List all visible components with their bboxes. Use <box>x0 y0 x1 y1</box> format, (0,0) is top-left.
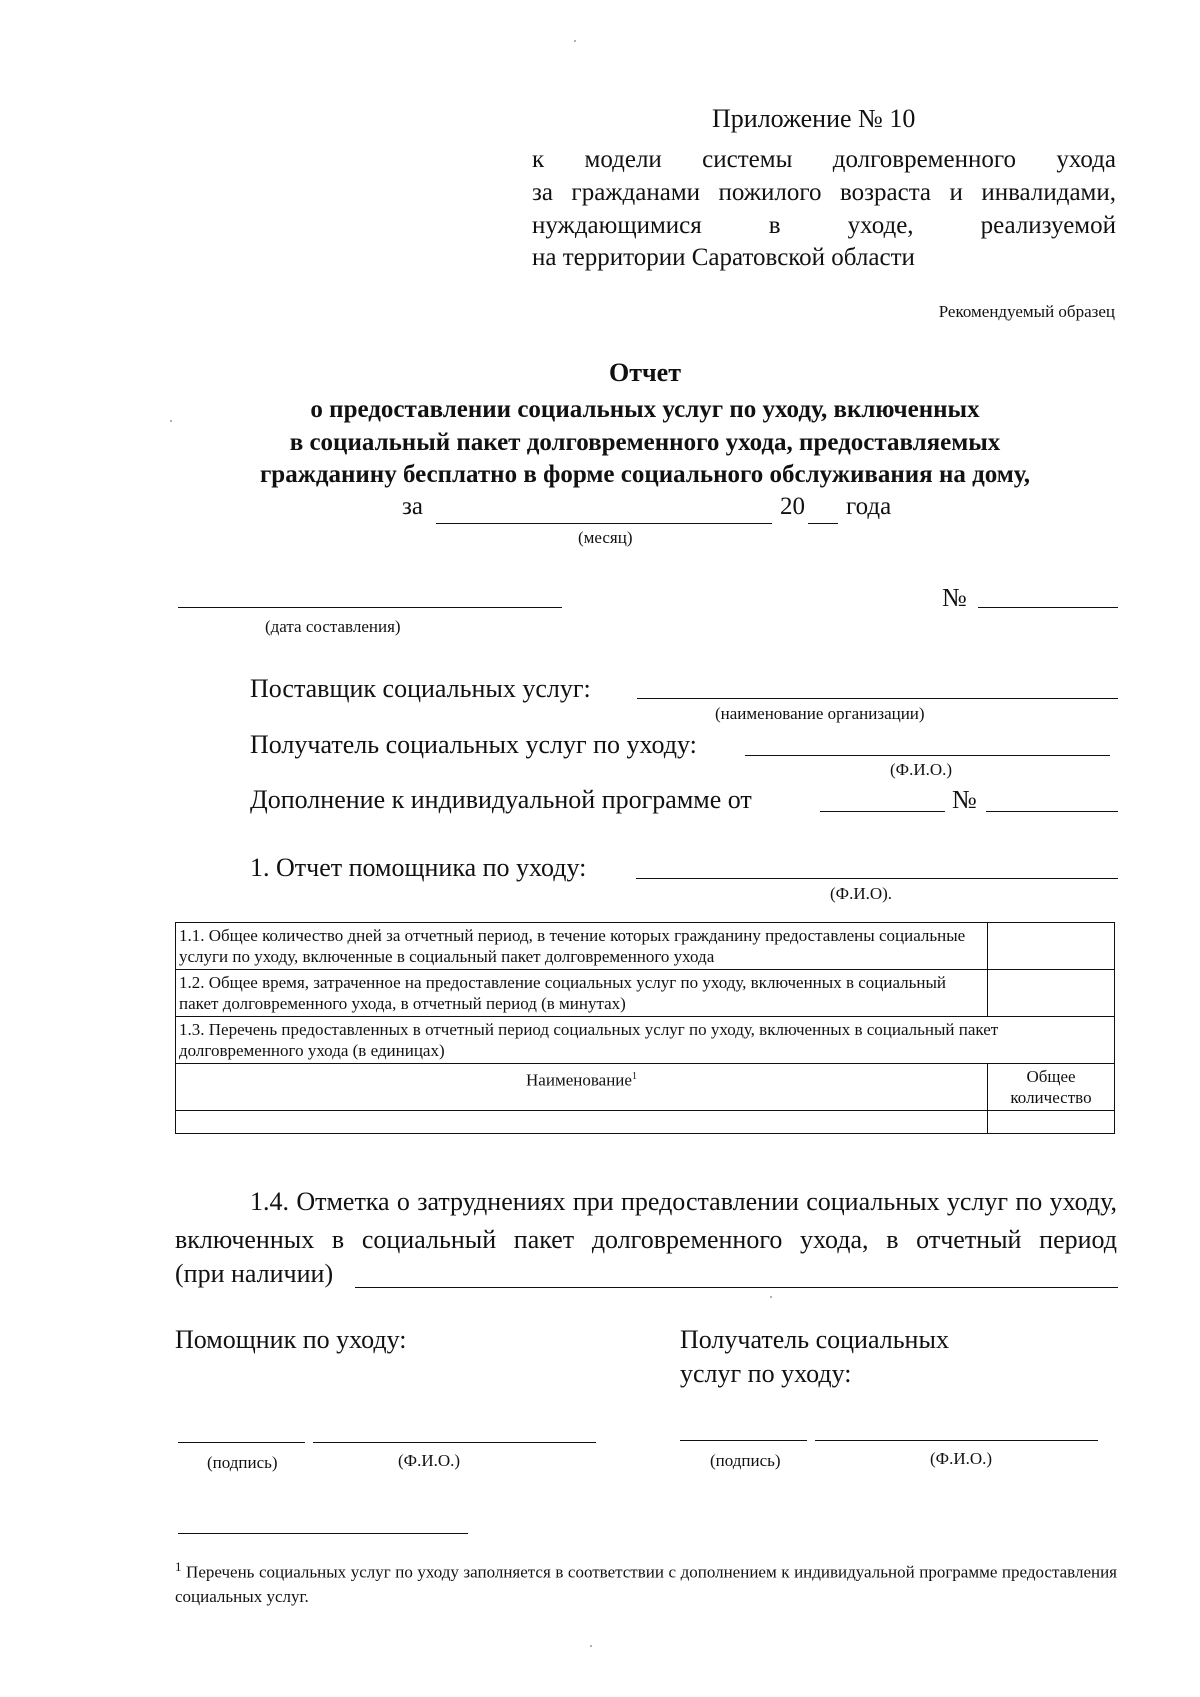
col-name-header-text: Наименование <box>526 1070 632 1090</box>
row-1-1-text: 1.1. Общее количество дней за отчетный период, в течение которых гражданину предоставлены социальные услуги по уходу, включенные в социальный пакет долговременного ухода <box>176 923 988 970</box>
report-title: Отчет <box>609 358 681 387</box>
footnote <box>175 1555 1117 1609</box>
recipient-fio-caption: (Ф.И.О.) <box>930 1449 993 1468</box>
period-prefix: за <box>402 493 423 520</box>
report-subtitle-line-1: о предоставлении социальных услуг по уходу, включенных <box>310 396 980 423</box>
report-subtitle-line-2: в социальный пакет долговременного ухода, предоставляемых <box>289 429 1001 456</box>
section14-text: 1.4. Отметка о затруднениях при предоставлении социальных услуг по уходу, включенных в социальный пакет долговременного ухода, в отчетный период <box>175 1187 1117 1254</box>
appendix-line-1: к модели системы долговременного ухода <box>532 146 1116 173</box>
footnote-mark: 1 <box>175 1559 182 1574</box>
addition-number-label: № <box>952 785 977 814</box>
service-total-cell[interactable] <box>988 1111 1115 1134</box>
addition-label: Дополнение к индивидуальной программе от <box>250 785 752 814</box>
date-caption: (дата составления) <box>265 617 401 636</box>
month-caption: (месяц) <box>578 528 633 547</box>
addition-number-field[interactable] <box>986 811 1118 812</box>
appendix-line-4: на территории Саратовской области <box>532 244 915 271</box>
addition-date-field[interactable] <box>820 811 945 812</box>
recipient-signature-label-1: Получатель социальных <box>680 1325 949 1354</box>
report-subtitle-line-3: гражданину бесплатно в форме социального обслуживания на дому, <box>259 461 1031 488</box>
assistant-signature-caption: (подпись) <box>207 1453 278 1472</box>
footnote-ref: 1 <box>631 1071 637 1082</box>
recipient-caption: (Ф.И.О.) <box>890 760 953 779</box>
table-header-row <box>176 1064 1115 1111</box>
row-1-2-text: 1.2. Общее время, затраченное на предоставление социальных услуг по уходу, включенных в социальный пакет долговременного ухода, в отчетный период (в минутах) <box>176 970 988 1017</box>
col-name-header <box>176 1064 988 1111</box>
row-1-3-text: 1.3. Перечень предоставленных в отчетный период социальных услуг по уходу, включенных в социальный пакет долговременного ухода (в единицах) <box>176 1017 1115 1064</box>
assistant-fio-caption: (Ф.И.О.) <box>398 1451 461 1470</box>
report-table <box>175 922 1115 1134</box>
provider-field[interactable] <box>637 698 1118 699</box>
recipient-signature-caption: (подпись) <box>710 1451 781 1470</box>
appendix-line-3: нуждающимися в уходе, реализуемой <box>532 212 1116 239</box>
col-total-header: Общее количество <box>988 1064 1115 1111</box>
section1-caption: (Ф.И.О). <box>830 884 893 903</box>
year-field[interactable] <box>808 523 838 524</box>
date-field[interactable] <box>178 607 562 608</box>
table-row <box>176 923 1115 970</box>
recipient-label: Получатель социальных услуг по уходу: <box>250 730 697 759</box>
recommended-sample-label: Рекомендуемый образец <box>938 302 1115 321</box>
scan-speck <box>170 420 172 422</box>
assistant-fio-signature-field[interactable] <box>313 1442 596 1443</box>
footnote-text: Перечень социальных услуг по уходу заполняется в соответствии с дополнением к индивидуальной программе предоставления социальных услуг. <box>175 1562 1118 1606</box>
scan-speck <box>770 1296 772 1298</box>
section1-label: 1. Отчет помощника по уходу: <box>250 853 587 882</box>
month-field[interactable] <box>436 523 772 524</box>
recipient-signature-field[interactable] <box>680 1440 807 1441</box>
service-name-cell[interactable] <box>176 1111 988 1134</box>
provider-label: Поставщик социальных услуг: <box>250 674 591 703</box>
provider-caption: (наименование организации) <box>715 704 925 723</box>
period-suffix: года <box>846 493 892 520</box>
table-row <box>176 1017 1115 1064</box>
difficulties-field[interactable] <box>355 1287 1118 1288</box>
table-row <box>176 970 1115 1017</box>
recipient-fio-signature-field[interactable] <box>815 1440 1098 1441</box>
scan-speck <box>574 40 576 42</box>
scan-speck <box>590 1645 592 1647</box>
section14-tail: (при наличии) <box>175 1259 334 1288</box>
row-1-1-value-cell[interactable] <box>988 923 1115 970</box>
appendix-number: Приложение № 10 <box>712 104 916 133</box>
recipient-field[interactable] <box>745 755 1110 756</box>
assistant-fio-field[interactable] <box>636 878 1118 879</box>
row-1-2-value-cell[interactable] <box>988 970 1115 1017</box>
footnote-separator <box>178 1533 468 1534</box>
assistant-signature-label: Помощник по уходу: <box>175 1325 407 1354</box>
recipient-signature-label-2: услуг по уходу: <box>680 1359 852 1388</box>
assistant-signature-field[interactable] <box>178 1442 305 1443</box>
appendix-line-2: за гражданами пожилого возраста и инвалидами, <box>532 179 1116 206</box>
number-label: № <box>942 583 967 612</box>
period-year: 20 <box>780 493 805 520</box>
report-number-field[interactable] <box>978 607 1118 608</box>
table-row <box>176 1111 1115 1134</box>
